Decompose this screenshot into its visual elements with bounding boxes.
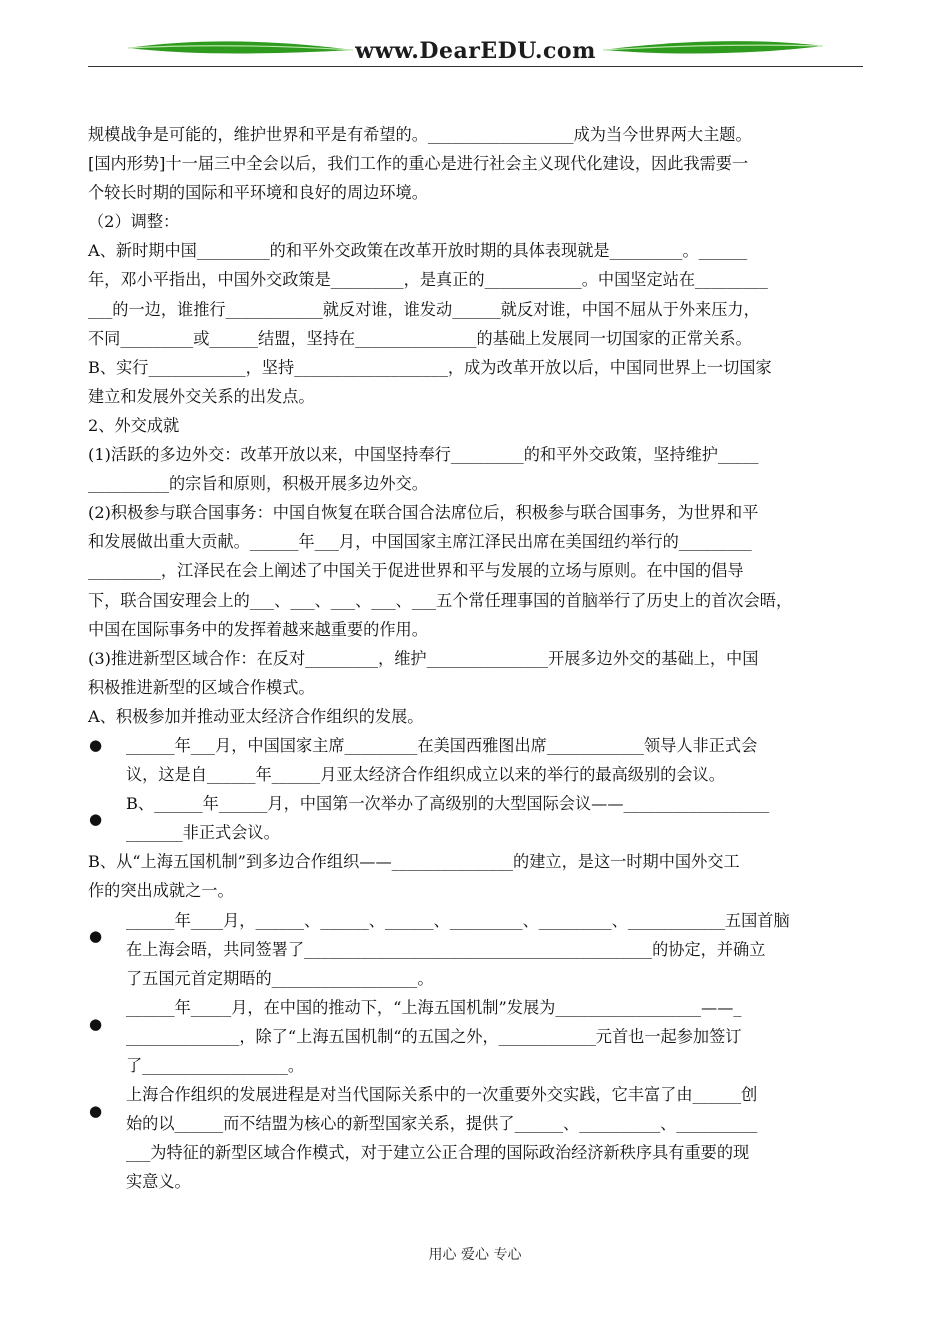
- bullet-icon: ●: [89, 1015, 103, 1033]
- text-line: 年，邓小平指出，中国外交政策是_________，是真正的____________。中国坚定站在_________: [88, 270, 768, 290]
- document-body: [88, 120, 868, 1196]
- text-line: 2、外交成就: [88, 415, 180, 435]
- text-line: _________，江泽民在会上阐述了中国关于促进世界和平与发展的立场与原则。在中国的倡导: [88, 561, 744, 581]
- text-line: 不同_________或______结盟，坚持在_______________的基础上发展同一切国家的正常关系。: [88, 328, 752, 348]
- text-line: 始的以______而不结盟为核心的新型国家关系，提供了______、__________、__________: [126, 1114, 758, 1134]
- text-line: B、实行____________，坚持___________________，成为改革开放以后，中国同世界上一切国家: [88, 357, 772, 377]
- bullet-icon: ●: [89, 927, 103, 945]
- text-line: 和发展做出重大贡献。______年___月，中国国家主席江泽民出席在美国纽约举行的_________: [88, 532, 752, 552]
- text-line: 规模战争是可能的，维护世界和平是有希望的。__________________成为当今世界两大主题。: [88, 125, 752, 144]
- text-line: 了__________________。: [126, 1056, 305, 1075]
- text-line: 在上海会晤，共同签署了___________________________________________的协定，并确立: [126, 939, 766, 959]
- text-line: ___的一边，谁推行____________就反对谁，谁发动______就反对谁，中国不屈从于外来压力，: [88, 299, 760, 319]
- text-line: 作的突出成就之一。: [88, 881, 234, 901]
- text-line: (3)推进新型区域合作：在反对_________，维护_______________开展多边外交的基础上，中国: [88, 648, 759, 668]
- text-line: 议，这是自______年______月亚太经济合作组织成立以来的举行的最高级别的会议。: [126, 765, 725, 785]
- text-line: A、新时期中国_________的和平外交政策在改革开放时期的具体表现就是_________。______: [88, 241, 748, 261]
- bullet-icon: ●: [89, 810, 103, 828]
- site-header: [88, 30, 863, 70]
- text-line: ___为特征的新型区域合作模式，对于建立公正合理的国际政治经济新秩序具有重要的现: [126, 1143, 750, 1163]
- text-line: ______年_____月，在中国的推动下，“上海五国机制”发展为__________________——_: [126, 997, 742, 1017]
- text-line: 个较长时期的国际和平环境和良好的周边环境。: [88, 183, 428, 203]
- header-rule: [88, 66, 863, 67]
- text-line: 实意义。: [126, 1172, 191, 1192]
- page-footer: 用心 爱心 专心: [428, 1247, 522, 1263]
- text-line: (1)活跃的多边外交：改革开放以来，中国坚持奉行_________的和平外交政策，坚持维护_____: [88, 445, 759, 465]
- text-line: (2)积极参与联合国事务：中国自恢复在联合国合法席位后，积极参与联合国事务，为世界和平: [88, 503, 759, 523]
- site-logo-text: www.DearEDU.com: [355, 38, 596, 64]
- text-line: B、从“上海五国机制”到多边合作组织——_______________的建立，是这一时期中国外交工: [88, 852, 740, 872]
- text-line: B、______年______月，中国第一次举办了高级别的大型国际会议——__________________: [126, 794, 770, 814]
- bullet-icon: ●: [89, 1102, 103, 1120]
- text-line: 下，联合国安理会上的___、___、___、___、___五个常任理事国的首脑举行了历史上的首次会晤，: [88, 590, 793, 610]
- text-line: __________的宗旨和原则，积极开展多边外交。: [88, 474, 428, 494]
- text-line: ______年____月，______、______、______、_________、_________、____________五国首脑: [126, 910, 790, 930]
- text-line: ______________，除了“上海五国机制“的五国之外，____________元首也一起参加签订: [126, 1026, 742, 1046]
- text-line: （2）调整：: [88, 212, 180, 232]
- text-line: 了五国元首定期晤的__________________。: [126, 968, 434, 988]
- text-line: 积极推进新型的区域合作模式。: [88, 677, 315, 697]
- bullet-icon: ●: [89, 736, 103, 754]
- text-line: 中国在国际事务中的发挥着越来越重要的作用。: [88, 619, 428, 639]
- text-line: 建立和发展外交关系的出发点。: [88, 386, 315, 406]
- text-line: _______非正式会议。: [126, 823, 280, 843]
- text-line: 上海合作组织的发展进程是对当代国际关系中的一次重要外交实践，它丰富了由______创: [126, 1085, 758, 1105]
- text-line: A、积极参加并推动亚太经济合作组织的发展。: [88, 706, 424, 726]
- text-line: [国内形势]十一届三中全会以后，我们工作的重心是进行社会主义现代化建设，因此我需要一: [88, 154, 749, 174]
- text-line: ______年___月，中国国家主席_________在美国西雅图出席____________领导人非正式会: [126, 735, 758, 755]
